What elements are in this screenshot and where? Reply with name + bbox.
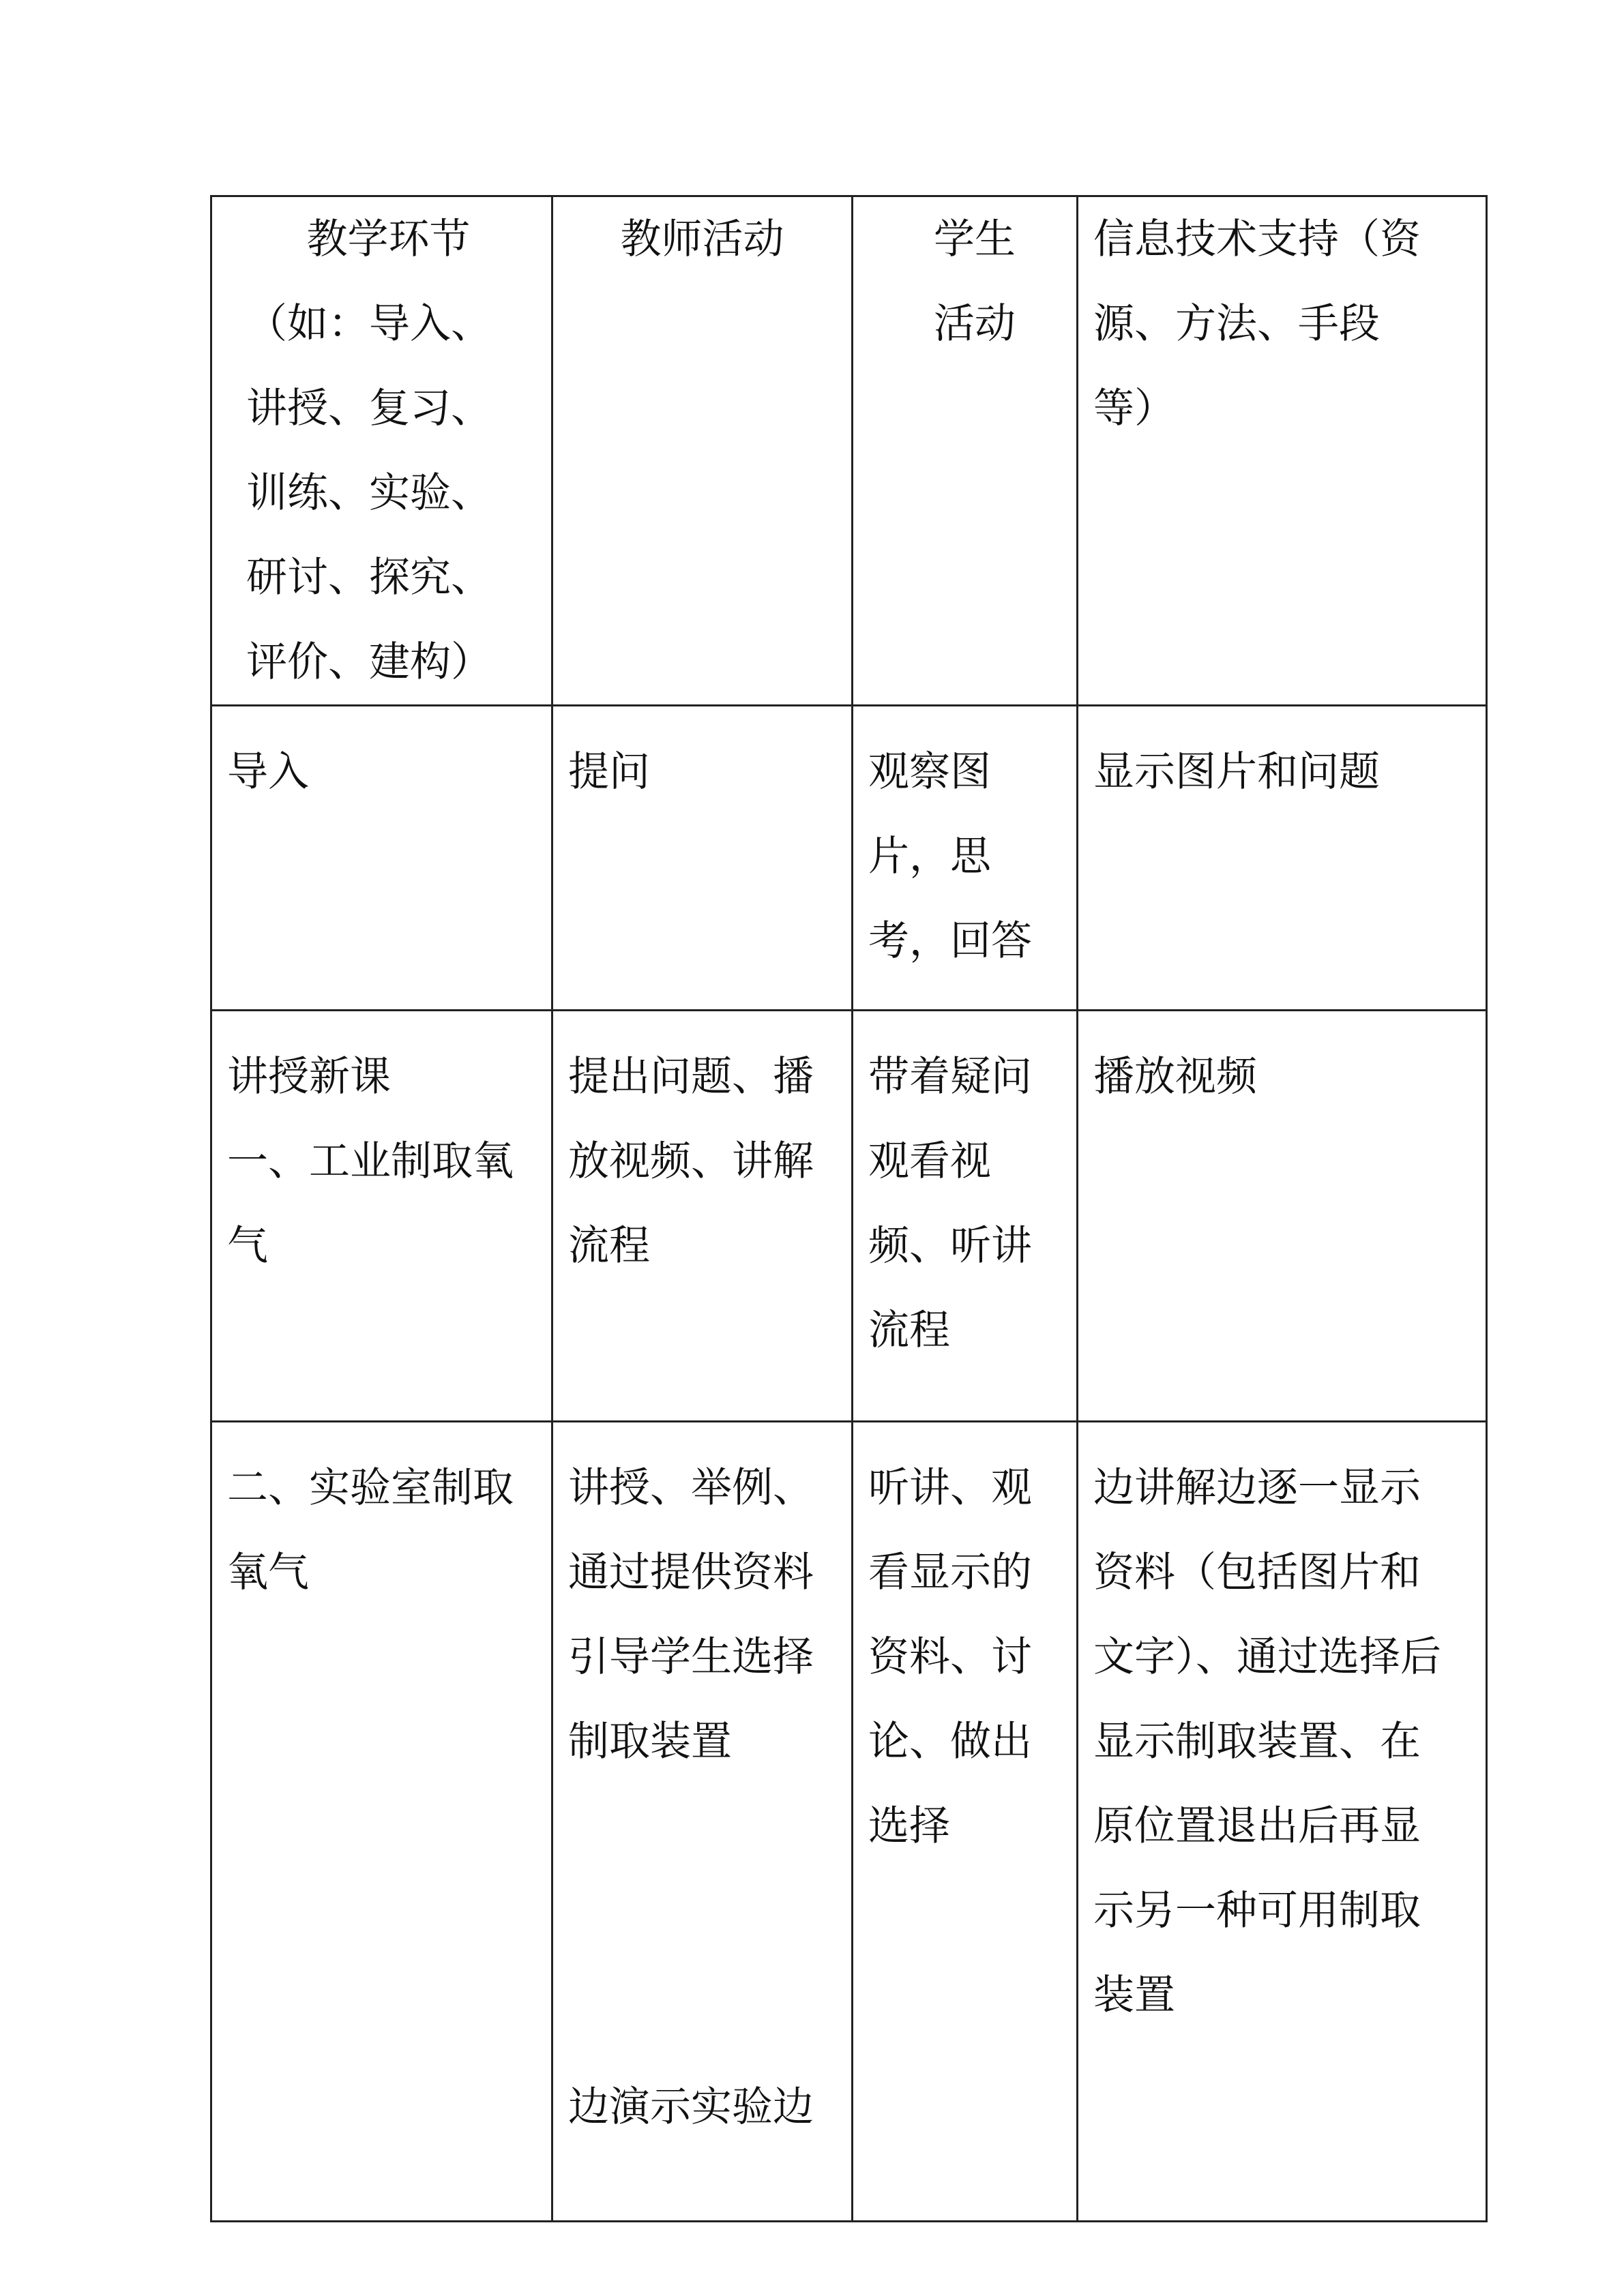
- stage-cell: [211, 706, 552, 1011]
- tech-line: 资料（包括图片和: [1093, 1549, 1421, 1596]
- tech-line: 示另一种可用制取: [1093, 1887, 1421, 1935]
- header-stage-line: 教学环节: [306, 215, 471, 263]
- tech-line: 边讲解边逐一显示: [1093, 1464, 1421, 1512]
- student-line: 考，回答: [868, 917, 1032, 965]
- teacher-line: 提问: [568, 748, 650, 796]
- student-line: 听讲、观: [868, 1464, 1032, 1512]
- tech-cell: [1078, 1011, 1487, 1422]
- header-tech-line: 信息技术支持（资: [1093, 215, 1421, 263]
- header-teacher-cell: [552, 196, 853, 706]
- cell-spacer: [568, 1784, 842, 2065]
- header-student-cell: [853, 196, 1078, 706]
- student-line: 流程: [868, 1307, 950, 1354]
- student-line: 观看视: [868, 1137, 991, 1185]
- tech-line: 装置: [1093, 1971, 1175, 2019]
- student-line: 带着疑问: [868, 1053, 1032, 1101]
- student-cell: [853, 706, 1078, 1011]
- student-line: 论、做出: [868, 1718, 1032, 1765]
- student-line: 观察图: [868, 748, 991, 796]
- stage-line: 二、实验室制取: [227, 1464, 514, 1512]
- lesson-plan-table: [210, 195, 1488, 2222]
- teacher-line: 流程: [568, 1222, 650, 1270]
- tech-line: 显示图片和问题: [1093, 748, 1380, 796]
- header-student-line: 学生: [934, 215, 1016, 263]
- tech-cell: [1078, 706, 1487, 1011]
- header-student-line: 活动: [934, 300, 1016, 348]
- tech-line: 播放视频: [1093, 1053, 1257, 1101]
- teacher-line: 边演示实验边: [568, 2083, 814, 2131]
- header-stage-line: 研讨、探究、: [246, 554, 492, 601]
- stage-line: 气: [227, 1222, 268, 1270]
- stage-line: 导入: [227, 748, 309, 796]
- table-row: [211, 1011, 1487, 1422]
- header-stage-cell: [211, 196, 552, 706]
- tech-cell: [1078, 1422, 1487, 2222]
- table-header-row: [211, 196, 1487, 706]
- header-stage-line: 讲授、复习、: [246, 385, 492, 432]
- tech-line: 文字）、通过选择后: [1093, 1633, 1441, 1681]
- stage-line: 讲授新课: [227, 1053, 391, 1101]
- teacher-cell: [552, 1011, 853, 1422]
- header-stage-line: （如：导入、: [246, 300, 492, 348]
- student-line: 片，思: [868, 833, 991, 880]
- header-teacher-label: 教师活动: [620, 215, 784, 263]
- student-line: 资料、讨: [868, 1633, 1032, 1681]
- teacher-line: 放视频、讲解: [568, 1137, 814, 1185]
- student-line: 频、听讲: [868, 1222, 1032, 1270]
- table-row: [211, 706, 1487, 1011]
- student-cell: [853, 1422, 1078, 2222]
- stage-line: 一、工业制取氧: [227, 1137, 514, 1185]
- header-tech-cell: [1078, 196, 1487, 706]
- student-line: 看显示的: [868, 1549, 1032, 1596]
- teacher-line: 讲授、举例、: [568, 1464, 814, 1512]
- student-line: 选择: [868, 1802, 950, 1850]
- teacher-cell: [552, 706, 853, 1011]
- header-tech-line: 源、方法、手段: [1093, 300, 1380, 348]
- header-stage-line: 训练、实验、: [246, 469, 492, 517]
- teacher-line: 提出问题、播: [568, 1053, 814, 1101]
- header-tech-line: 等）: [1093, 385, 1175, 432]
- table-row: [211, 1422, 1487, 2222]
- tech-line: 原位置退出后再显: [1093, 1802, 1421, 1850]
- stage-cell: [211, 1422, 552, 2222]
- teacher-line: 通过提供资料: [568, 1549, 814, 1596]
- stage-line: 氧气: [227, 1549, 309, 1596]
- teacher-cell: [552, 1422, 853, 2222]
- teacher-line: 引导学生选择: [568, 1633, 814, 1681]
- stage-cell: [211, 1011, 552, 1422]
- tech-line: 显示制取装置、在: [1093, 1718, 1421, 1765]
- teacher-line: 制取装置: [568, 1718, 732, 1765]
- header-stage-line: 评价、建构）: [246, 638, 492, 686]
- student-cell: [853, 1011, 1078, 1422]
